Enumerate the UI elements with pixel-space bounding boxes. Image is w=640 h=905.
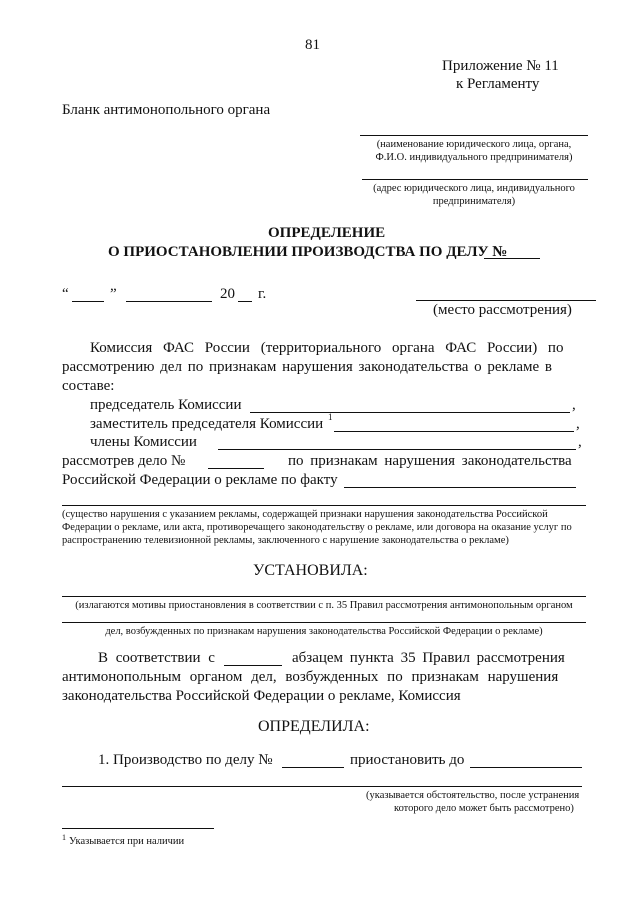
body-line-1: Комиссия ФАС России (территориального органа ФАС России) по bbox=[90, 340, 564, 356]
established-heading: УСТАНОВИЛА: bbox=[253, 562, 368, 579]
case-violation-text: по признакам нарушения законодательства bbox=[288, 453, 572, 469]
page-number: 81 bbox=[305, 37, 320, 53]
chair-label: председатель Комиссии bbox=[90, 397, 242, 413]
members-label: члены Комиссии bbox=[90, 434, 197, 450]
essence-caption-1: (существо нарушения с указанием рекламы, содержащей признаки нарушения законодательства Российской bbox=[62, 509, 548, 520]
essence-caption-2: Федерации о рекламе, или акта, противоречащего законодательству о рекламе, или договора на оказание услуг по bbox=[62, 522, 572, 533]
motives-caption-2: дел, возбужденных по признакам нарушения законодательства Российской Федерации о рекламе) bbox=[105, 626, 543, 637]
vice-chair-footnote-mark: 1 bbox=[328, 412, 333, 422]
accordance-paragraph-line bbox=[224, 665, 282, 666]
date-day-line bbox=[72, 301, 104, 302]
appendix-number: Приложение № 11 bbox=[442, 58, 559, 74]
item1-until-line bbox=[470, 767, 582, 768]
chair-line bbox=[250, 412, 570, 413]
motives-caption-1: (излагаются мотивы приостановления в соответствии с п. 35 Правил рассмотрения антимонопольным органом bbox=[75, 600, 573, 611]
essence-line bbox=[62, 505, 586, 506]
addressee-name-caption-2: Ф.И.О. индивидуального предпринимателя) bbox=[375, 152, 573, 163]
place-line bbox=[416, 300, 596, 301]
date-month-line bbox=[126, 301, 212, 302]
vice-chair-comma: , bbox=[576, 416, 580, 432]
members-line bbox=[218, 449, 576, 450]
circumstance-caption-1: (указывается обстоятельство, после устранения bbox=[366, 790, 580, 801]
date-year-line bbox=[238, 301, 252, 302]
document-title: ОПРЕДЕЛЕНИЕ bbox=[268, 225, 386, 241]
date-open-quote: “ bbox=[62, 286, 69, 302]
footnote-text: Указывается при наличии bbox=[69, 836, 185, 847]
appendix-regulation: к Регламенту bbox=[456, 76, 540, 92]
addressee-name-line bbox=[360, 135, 588, 136]
case-fact-label: Российской Федерации о рекламе по факту bbox=[62, 472, 338, 488]
essence-caption-3: распространению телевизионной рекламы, заключенного с нарушение законодательства о рекламе) bbox=[62, 535, 509, 546]
accordance-b: абзацем пункта 35 Правил рассмотрения bbox=[292, 650, 565, 666]
circumstance-line bbox=[62, 786, 582, 787]
date-year: 20 bbox=[220, 286, 235, 302]
case-fact-line bbox=[344, 487, 576, 488]
case-number-field-line bbox=[208, 468, 264, 469]
date-close-quote: ” bbox=[110, 286, 117, 302]
vice-chair-line bbox=[334, 431, 574, 432]
case-number-line bbox=[484, 258, 540, 259]
addressee-name-caption-1: (наименование юридического лица, органа, bbox=[376, 139, 572, 150]
case-label: рассмотрев дело № bbox=[62, 453, 186, 469]
addressee-address-line bbox=[362, 179, 588, 180]
accordance-line-2: антимонопольным органом дел, возбужденных по признакам нарушения bbox=[62, 669, 559, 685]
date-year-suffix: г. bbox=[258, 286, 267, 302]
accordance-a: В соответствии с bbox=[98, 650, 215, 666]
document-subtitle: О ПРИОСТАНОВЛЕНИИ ПРОИЗВОДСТВА ПО ДЕЛУ № bbox=[108, 244, 508, 260]
determined-heading: ОПРЕДЕЛИЛА: bbox=[258, 718, 370, 735]
circumstance-caption-2: которого дело может быть рассмотрено) bbox=[394, 803, 574, 814]
place-caption: (место рассмотрения) bbox=[433, 302, 572, 318]
blank-label: Бланк антимонопольного органа bbox=[62, 102, 271, 118]
item1-suspend-text: приостановить до bbox=[350, 752, 465, 768]
body-line-3: составе: bbox=[62, 378, 115, 394]
motives-line-1 bbox=[62, 596, 586, 597]
body-line-2: рассмотрению дел по признакам нарушения законодательства о рекламе в bbox=[62, 359, 552, 375]
footnote-separator bbox=[62, 828, 214, 829]
footnote-mark: 1 bbox=[62, 833, 66, 842]
chair-comma: , bbox=[572, 397, 576, 413]
addressee-address-caption-1: (адрес юридического лица, индивидуального bbox=[373, 183, 575, 194]
accordance-line-3: законодательства Российской Федерации о рекламе, Комиссия bbox=[62, 688, 461, 704]
members-comma: , bbox=[578, 434, 582, 450]
motives-line-2 bbox=[62, 622, 586, 623]
item1-text: 1. Производство по делу № bbox=[98, 752, 273, 768]
addressee-address-caption-2: предпринимателя) bbox=[432, 196, 516, 207]
item1-case-line bbox=[282, 767, 344, 768]
vice-chair-label: заместитель председателя Комиссии bbox=[90, 416, 324, 432]
